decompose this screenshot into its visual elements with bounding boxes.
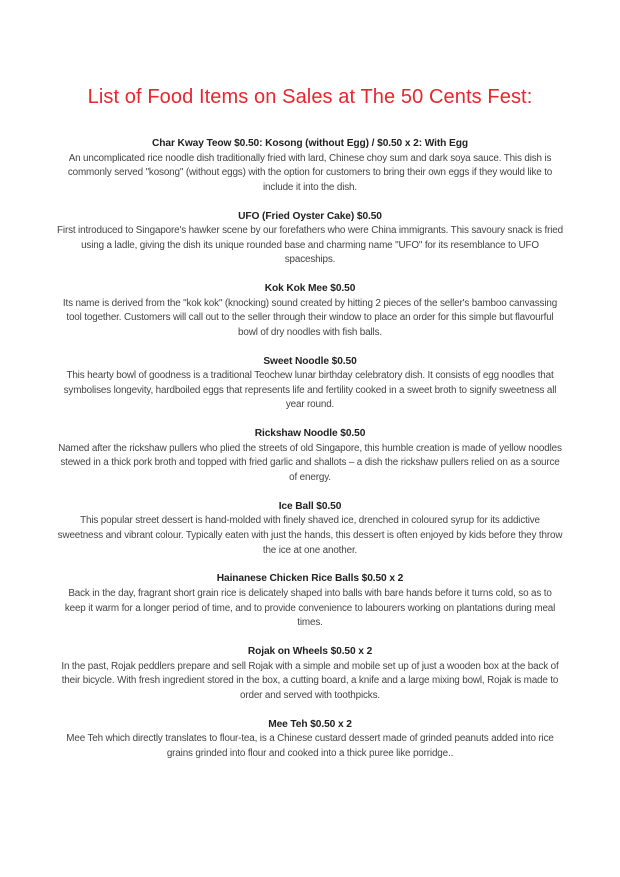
food-item-sweet-noodle	[57, 355, 563, 413]
food-item-rojak-on-wheels	[57, 645, 563, 703]
food-item-description: Mee Teh which directly translates to flour-tea, is a Chinese custard dessert made of grinded peanuts added into rice grains grinded into flour and cooked into a thick puree like porridge..	[66, 733, 554, 759]
food-item-ufo	[57, 210, 563, 268]
food-item-rickshaw-noodle	[57, 427, 563, 485]
food-item-mee-teh	[57, 718, 563, 762]
food-item-description: This popular street dessert is hand-molded with finely shaved ice, drenched in coloured syrup for its addictive sweetness and vibrant colour. Typically eaten with just the hands, this dessert is often enjoyed by kids before they throw the ice at one another.	[57, 515, 563, 556]
food-item-description: An uncomplicated rice noodle dish traditionally fried with lard, Chinese choy sum and dark soya sauce. This dish is commonly served "kosong" (without eggs) with the option for customers to bring their own eggs if they would like to include it into the dish.	[67, 152, 553, 193]
food-item-title: Hainanese Chicken Rice Balls $0.50 x 2	[216, 573, 404, 585]
food-item-kok-kok-mee	[57, 282, 563, 340]
food-item-description: Back in the day, fragrant short grain rice is delicately shaped into balls with bare hands before it turns cold, so as to keep it warm for a longer period of time, and to provide convenience to labourers working on plantations during meal times.	[64, 587, 556, 629]
food-items-list	[57, 137, 563, 775]
page-title: List of Food Items on Sales at The 50 Cents Fest:	[87, 86, 533, 108]
food-item-title: Kok Kok Mee $0.50	[264, 283, 356, 295]
food-item-char-kway-teow	[57, 137, 563, 195]
food-item-title: Char Kway Teow $0.50: Kosong (without Egg) / $0.50 x 2: With Egg	[152, 138, 468, 149]
food-item-title: Sweet Noodle $0.50	[263, 355, 357, 367]
food-item-description: This hearty bowl of goodness is a traditional Teochew lunar birthday celebratory dish. It consists of egg noodles that symbolises longevity, hardboiled eggs that represents life and fertility cooked in a sweet broth to signify sweetness all year round.	[63, 370, 557, 411]
food-item-description: Its name is derived from the "kok kok" (knocking) sound created by hitting 2 pieces of the seller's bamboo canvassing tool together. Customers will call out to the seller through their window to place an order for this simple but flavourful bowl of dry noodles with fish balls.	[62, 297, 558, 338]
food-item-title: Rojak on Wheels $0.50 x 2	[247, 645, 373, 657]
food-item-chicken-rice-balls	[57, 572, 563, 630]
food-item-title: Ice Ball $0.50	[278, 500, 342, 512]
food-item-title: Mee Teh $0.50 x 2	[268, 718, 352, 730]
food-item-description: Named after the rickshaw pullers who plied the streets of old Singapore, this humble creation is made of yellow noodles stewed in a thick pork broth and topped with fried garlic and shallots – a dish the rickshaw pullers relied on as a source of energy.	[58, 442, 562, 484]
food-item-ice-ball	[57, 500, 563, 558]
food-item-title: UFO (Fried Oyster Cake) $0.50	[238, 210, 382, 222]
food-item-title: Rickshaw Noodle $0.50	[254, 428, 366, 440]
food-item-description: First introduced to Singapore's hawker scene by our forefathers who were China immigrants. This savoury snack is fried using a ladle, giving the dish its unique rounded base and charming name "UFO" for its resemblance to UFO spaceships.	[57, 225, 563, 266]
food-item-description: In the past, Rojak peddlers prepare and sell Rojak with a simple and mobile set up of just a wooden box at the back of their bicycle. With fresh ingredient stored in the box, a cutting board, a knife and a large mixing bowl, Rojak is made to order and served with toothpicks.	[61, 660, 559, 701]
